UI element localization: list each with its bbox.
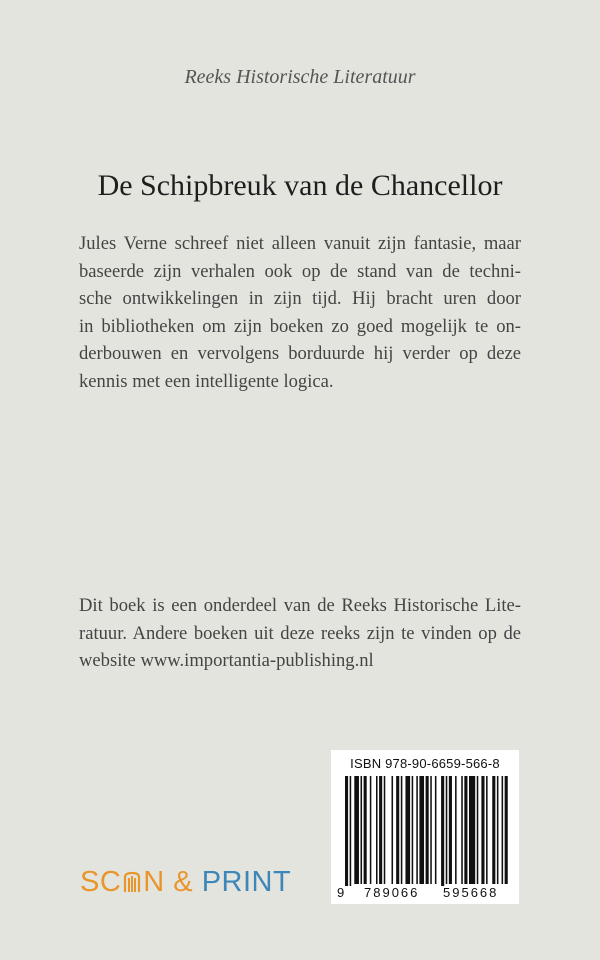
blurb-line: baseerde zijn verhalen ook op de stand van de techni- [79,260,521,282]
barcode-digit-first: 9 [337,885,345,900]
isbn-label: ISBN 978-90-6659-566-8 [350,756,500,771]
blurb-line: sche ontwikkelingen in zijn tijd. Hij bracht uren door [79,288,521,309]
blurb-line: in bibliotheken om zijn boeken zo goed mogelijk te on- [79,315,521,337]
series-note-line: ratuur. Andere boeken uit deze reeks zijn te vinden op de [79,622,521,644]
logo-scan-part-1: SC [80,866,122,898]
barcode-digit-group-1: 789066 [364,885,420,900]
book-title: De Schipbreuk van de Chancellor [97,169,503,202]
blurb-paragraph [79,230,521,395]
logo-print: PRINT [201,866,292,898]
series-note-paragraph [79,592,521,675]
series-heading: Reeks Historische Literatuur [184,66,416,88]
barcode-digit-group-2: 595668 [443,885,499,900]
scan-and-print-logo [80,866,291,899]
series-note-line: Dit boek is een onderdeel van de Reeks Historische Lite- [79,595,521,616]
barcode-digits [331,885,519,901]
barcode-box [331,750,519,904]
blurb-line: kennis met een intelligente logica. [79,370,334,392]
blurb-line: derbouwen en vervolgens borduurde hij verder op deze [79,343,521,364]
barcode-icon [331,776,519,886]
logo-scan-part-2: N & [143,866,202,898]
series-note-line: website www.importantia-publishing.nl [79,650,374,671]
book-a-icon [122,871,142,893]
blurb-line: Jules Verne schreef niet alleen vanuit zijn fantasie, maar [79,233,521,254]
